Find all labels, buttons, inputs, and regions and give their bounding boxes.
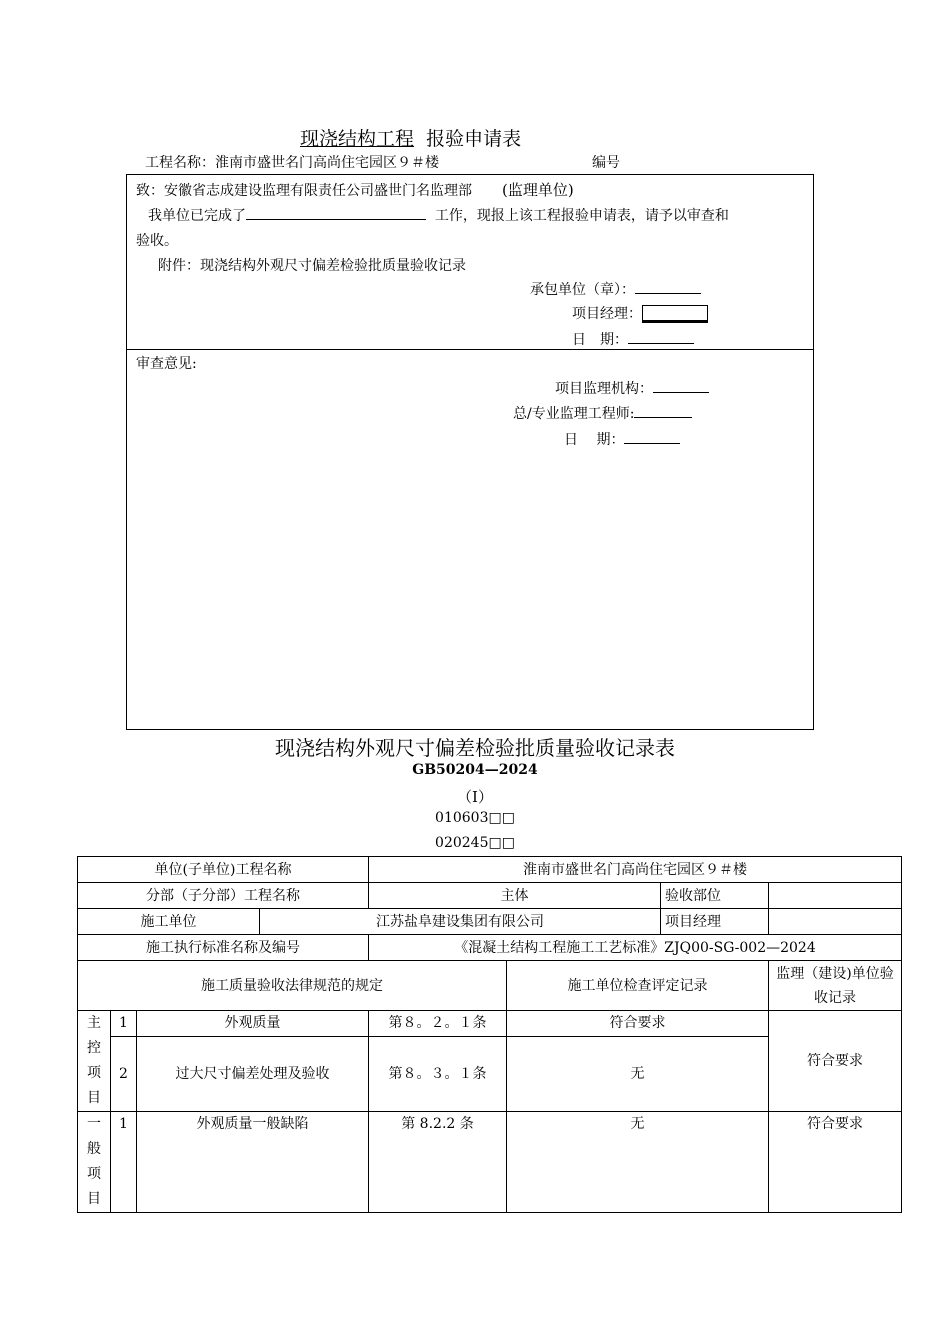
project-name: 淮南市盛世名门高尚住宅园区９＃楼 [215, 155, 439, 171]
general-supervision-result: 符合要求 [769, 1112, 902, 1213]
contractor-line [530, 279, 701, 299]
general-group-label: 一 般 项 目 [78, 1112, 111, 1213]
row-no: 1 [111, 1112, 137, 1213]
chief-engineer-line [513, 403, 692, 423]
standard-label: 施工执行标准名称及编号 [78, 935, 369, 961]
row-item: 外观质量 [137, 1011, 369, 1037]
record-roman: （Ⅰ） [457, 788, 493, 806]
unit-project-label: 单位(子单位)工程名称 [78, 857, 369, 883]
acceptance-part-label: 验收部位 [661, 883, 769, 909]
construction-unit-label: 施工单位 [78, 909, 260, 935]
record-title: 现浇结构外观尺寸偏差检验批质量验收记录表 [275, 736, 675, 760]
supervision-org-blank[interactable] [653, 378, 709, 393]
body-text-2: 工作，现报上该工程报验申请表，请予以审查和 [434, 208, 729, 224]
record-standard: GB50204—2024 [412, 762, 538, 778]
row-item: 过大尺寸偏差处理及验收 [137, 1036, 369, 1112]
main-group-label: 主 控 项 目 [78, 1011, 111, 1112]
date-blank[interactable] [628, 329, 694, 344]
chief-engineer-label: 总/专业监理工程师: [513, 406, 635, 422]
check-header: 施工单位检查评定记录 [507, 961, 769, 1011]
supervision-org-line [555, 378, 709, 398]
supervision-header: 监理（建设)单位验收记录 [769, 961, 902, 1011]
title-rest: 报验申请表 [426, 128, 522, 150]
body-text-3: 验收。 [136, 233, 178, 249]
supervisor-org: 安徽省志成建设监理有限责任公司盛世门名监理部 [164, 183, 472, 199]
table-row [78, 883, 902, 909]
table-row [78, 857, 902, 883]
row-check: 无 [507, 1036, 769, 1112]
row-check: 无 [507, 1112, 769, 1213]
application-title [300, 124, 521, 151]
project-line [145, 152, 439, 172]
record-code-1: 010603□□ [435, 810, 515, 826]
division-value: 主体 [369, 883, 661, 909]
standard-value: 《混凝土结构工程施工工艺标准》ZJQ00-SG-002—2024 [369, 935, 902, 961]
record-code-2: 020245□□ [435, 835, 515, 851]
date-line [572, 329, 694, 349]
project-label: 工程名称： [145, 155, 215, 171]
row-check: 符合要求 [507, 1011, 769, 1037]
contractor-label: 承包单位（章）： [530, 282, 635, 298]
pm-line [572, 303, 708, 323]
table-row [78, 935, 902, 961]
unit-project-value: 淮南市盛世名门高尚住宅园区９＃楼 [369, 857, 902, 883]
date-label: 日 期： [572, 332, 628, 348]
row-clause: 第 8.2.2 条 [369, 1112, 507, 1213]
chief-engineer-blank[interactable] [634, 403, 692, 418]
pm-label-cell: 项目经理 [661, 909, 769, 935]
row-item: 外观质量一般缺陷 [137, 1112, 369, 1213]
review-label: 审查意见: [136, 356, 197, 372]
row-no: 2 [111, 1036, 137, 1112]
supervision-org-label: 项目监理机构： [555, 381, 653, 397]
application-box [126, 174, 814, 730]
attachment: 附件：现浇结构外观尺寸偏差检验批质量验收记录 [158, 258, 466, 274]
supervisor-note: (监理单位) [502, 181, 574, 199]
to-line [136, 179, 574, 200]
body-text-1: 我单位已完成了 [148, 208, 246, 224]
record-table [77, 856, 902, 1213]
work-blank[interactable] [246, 205, 426, 220]
table-row [78, 909, 902, 935]
table-row [78, 1112, 902, 1213]
date2-blank[interactable] [624, 429, 680, 444]
pm-label: 项目经理： [572, 306, 642, 322]
division-label: 分部（子分部）工程名称 [78, 883, 369, 909]
body-line-1 [148, 205, 729, 225]
row-clause: 第８。３。１条 [369, 1036, 507, 1112]
section-divider [127, 349, 813, 350]
row-no: 1 [111, 1011, 137, 1037]
number-label: 编号 [592, 155, 620, 171]
contractor-blank[interactable] [635, 279, 701, 294]
construction-unit-value: 江苏盐阜建设集团有限公司 [260, 909, 661, 935]
table-row [78, 1011, 902, 1037]
title-underlined: 现浇结构工程 [300, 128, 415, 150]
main-supervision-result: 符合要求 [769, 1011, 902, 1112]
to-label: 致： [136, 183, 164, 199]
date2-label: 日 期： [564, 432, 625, 448]
row-clause: 第８。２。１条 [369, 1011, 507, 1037]
pm-value[interactable] [769, 909, 902, 935]
spec-header: 施工质量验收法律规范的规定 [78, 961, 507, 1011]
table-row [78, 961, 902, 1011]
acceptance-part-value[interactable] [769, 883, 902, 909]
pm-signature-box[interactable] [642, 305, 708, 323]
date2-line [564, 429, 680, 449]
